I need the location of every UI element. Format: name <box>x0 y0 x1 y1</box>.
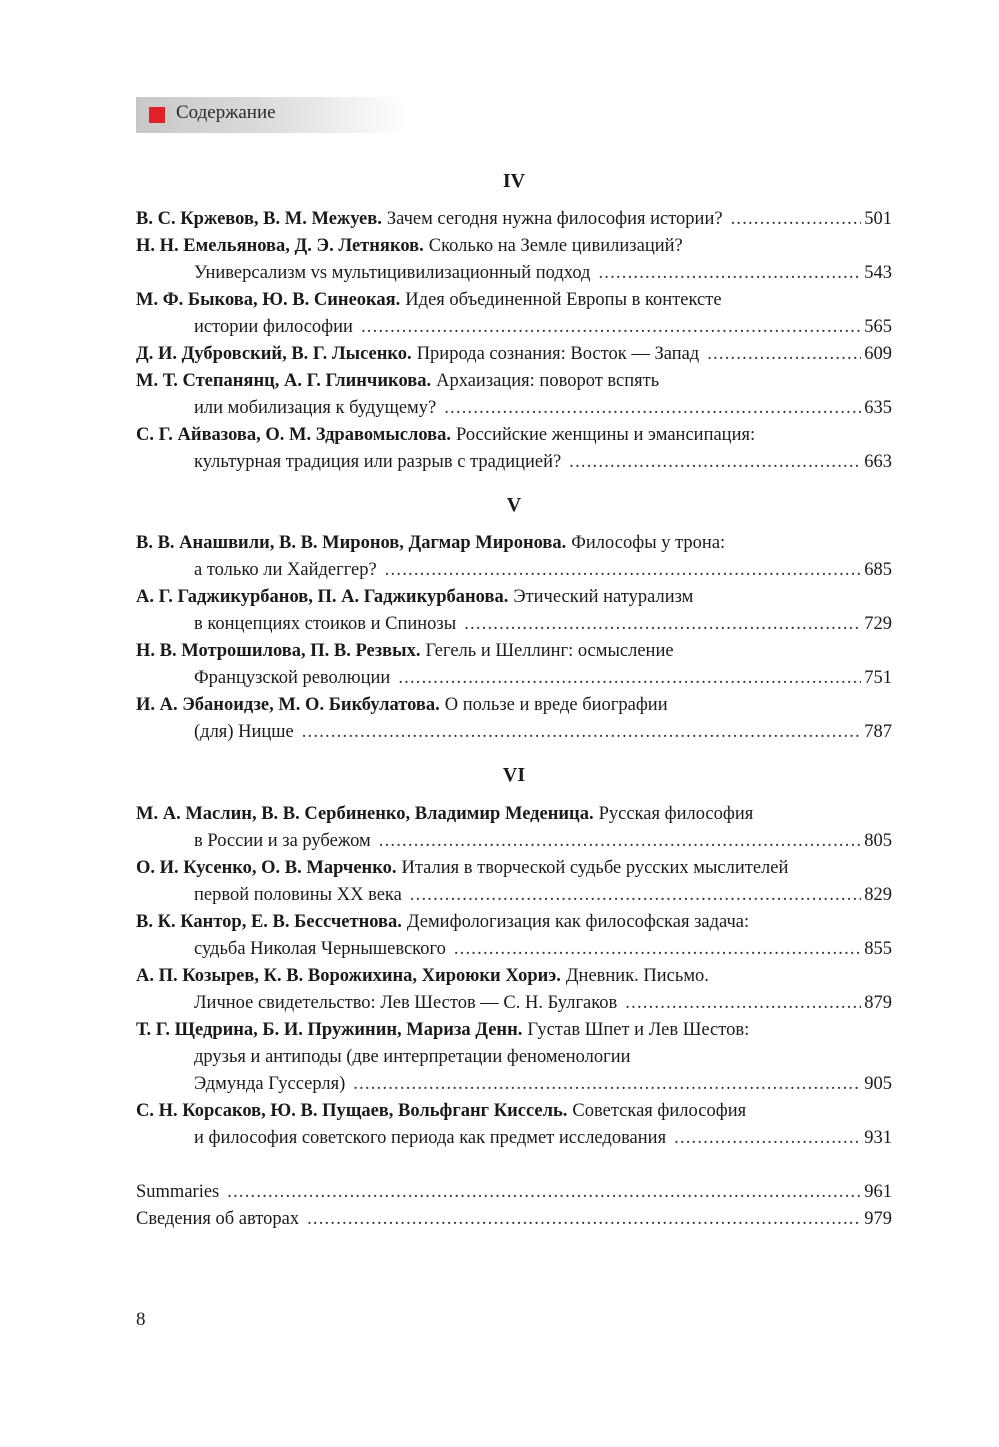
toc-entry-continuation[interactable] <box>136 395 892 422</box>
section-header-bar <box>136 97 406 133</box>
dot-leader <box>454 936 861 963</box>
entry-title: а только ли Хайдеггер? <box>194 560 377 580</box>
toc-entry-continuation[interactable] <box>136 665 892 692</box>
entry-authors: С. Н. Корсаков, Ю. В. Пущаев, Вольфганг Киссель. <box>136 1101 568 1121</box>
toc-entry[interactable] <box>136 368 892 395</box>
toc-entry[interactable] <box>136 909 892 936</box>
dot-leader <box>625 990 861 1017</box>
entry-title: Сведения об авторах <box>136 1209 300 1229</box>
dot-leader <box>302 719 862 746</box>
entry-page: 905 <box>864 1074 892 1094</box>
section-title: IV <box>502 170 526 192</box>
toc-entries-v <box>136 530 892 746</box>
toc-entry[interactable] <box>136 206 892 233</box>
entry-page: 501 <box>864 209 892 229</box>
entry-title: Этический натурализм <box>513 587 694 607</box>
entry-page: 635 <box>864 398 892 418</box>
toc-entry-continuation[interactable] <box>136 314 892 341</box>
toc-entry-continuation[interactable] <box>136 449 892 476</box>
entry-title: Универсализм vs мультицивилизационный подход <box>194 263 591 283</box>
toc-entry[interactable] <box>136 341 892 368</box>
entry-title: судьба Николая Чернышевского <box>194 939 446 959</box>
dot-leader <box>379 828 862 855</box>
dot-leader <box>361 314 861 341</box>
entry-authors: В. В. Анашвили, В. В. Миронов, Дагмар Миронова. <box>136 533 567 553</box>
dot-leader <box>410 882 861 909</box>
toc-entries-iv <box>136 206 892 476</box>
entry-page: 961 <box>864 1182 892 1202</box>
entry-title: Сколько на Земле цивилизаций? <box>428 236 683 256</box>
entry-title: Эдмунда Гуссерля) <box>194 1074 346 1094</box>
entry-authors: М. Т. Степанянц, А. Г. Глинчикова. <box>136 371 432 391</box>
entry-authors: Д. И. Дубровский, В. Г. Лысенко. <box>136 344 412 364</box>
entry-page: 829 <box>864 885 892 905</box>
dot-leader <box>385 557 862 584</box>
entry-title: Философы у трона: <box>571 533 726 553</box>
dot-leader <box>598 260 861 287</box>
toc-entry[interactable] <box>136 1017 892 1044</box>
dot-leader <box>307 1206 861 1233</box>
toc-entry[interactable] <box>136 584 892 611</box>
entry-title: Демифологизация как философская задача: <box>406 912 750 932</box>
entry-title: культурная традиция или разрыв с традицией? <box>194 452 562 472</box>
entry-authors: А. Г. Гаджикурбанов, П. А. Гаджикурбанова. <box>136 587 509 607</box>
entry-page: 685 <box>864 560 892 580</box>
entry-page: 565 <box>864 317 892 337</box>
entry-page: 663 <box>864 452 892 472</box>
entry-page: 855 <box>864 939 892 959</box>
entry-authors: Н. Н. Емельянова, Д. Э. Летняков. <box>136 236 424 256</box>
entry-authors: В. С. Кржевов, В. М. Межуев. <box>136 209 382 229</box>
entry-title: Дневник. Письмо. <box>565 966 709 986</box>
entry-title: Российские женщины и эмансипация: <box>456 425 756 445</box>
entry-title: Архаизация: поворот вспять <box>436 371 660 391</box>
toc-entry[interactable] <box>136 233 892 260</box>
entry-title: в России и за рубежом <box>194 831 371 851</box>
toc-entry-continuation[interactable] <box>136 557 892 584</box>
dot-leader <box>353 1071 861 1098</box>
toc-section-iv <box>136 168 892 195</box>
dot-leader <box>674 1125 861 1152</box>
entry-title: или мобилизация к будущему? <box>194 398 437 418</box>
entry-title: (для) Ницше <box>194 722 294 742</box>
toc-entry-continuation[interactable] <box>136 611 892 638</box>
entry-page: 879 <box>864 993 892 1013</box>
entry-page: 931 <box>864 1128 892 1148</box>
toc-entry[interactable] <box>136 855 892 882</box>
toc-entry[interactable] <box>136 287 892 314</box>
toc-entry-continuation[interactable] <box>136 1044 892 1071</box>
entry-authors: Т. Г. Щедрина, Б. И. Пружинин, Мариза Денн. <box>136 1020 523 1040</box>
toc-entry[interactable] <box>136 530 892 557</box>
entry-page: 787 <box>864 722 892 742</box>
entry-title: О пользе и вреде биографии <box>444 695 668 715</box>
toc-entry-continuation[interactable] <box>136 719 892 746</box>
entry-authors: И. А. Эбаноидзе, М. О. Бикбулатова. <box>136 695 440 715</box>
toc-entry-continuation[interactable] <box>136 990 892 1017</box>
toc-entry[interactable] <box>136 638 892 665</box>
entry-title: Идея объединенной Европы в контексте <box>405 290 722 310</box>
toc-entry-summaries[interactable] <box>136 1179 892 1206</box>
toc-entry-continuation[interactable] <box>136 828 892 855</box>
entry-title: Русская философия <box>598 804 754 824</box>
page-number: 8 <box>136 1309 146 1330</box>
toc-entry-continuation[interactable] <box>136 1071 892 1098</box>
entry-title: и философия советского периода как предмет исследования <box>194 1128 667 1148</box>
entry-title: первой половины XX века <box>194 885 402 905</box>
toc-entry-continuation[interactable] <box>136 1125 892 1152</box>
entry-authors: В. К. Кантор, Е. В. Бессчетнова. <box>136 912 402 932</box>
dot-leader <box>444 395 861 422</box>
entry-title: Советская философия <box>572 1101 747 1121</box>
entry-title: друзья и антиподы (две интерпретации феноменологии <box>194 1047 631 1067</box>
toc-entry[interactable] <box>136 963 892 990</box>
toc-entry[interactable] <box>136 1098 892 1125</box>
toc-entry[interactable] <box>136 422 892 449</box>
dot-leader <box>707 341 861 368</box>
toc-section-vi <box>136 762 892 789</box>
entry-authors: М. А. Маслин, В. В. Сербиненко, Владимир Меденица. <box>136 804 594 824</box>
section-title: VI <box>502 764 526 786</box>
toc-entry-continuation[interactable] <box>136 936 892 963</box>
entry-page: 729 <box>864 614 892 634</box>
toc-entry-continuation[interactable] <box>136 882 892 909</box>
entry-title: в концепциях стоиков и Спинозы <box>194 614 457 634</box>
toc-back-matter <box>136 1179 892 1233</box>
entry-page: 805 <box>864 831 892 851</box>
entry-authors: М. Ф. Быкова, Ю. В. Синеокая. <box>136 290 401 310</box>
entry-title: Густав Шпет и Лев Шестов: <box>527 1020 750 1040</box>
dot-leader <box>731 206 862 233</box>
entry-title: Природа сознания: Восток — Запад <box>416 344 700 364</box>
entry-title: Италия в творческой судьбе русских мыслителей <box>401 858 789 878</box>
dot-leader <box>398 665 861 692</box>
header-title: Содержание <box>176 102 276 123</box>
dot-leader <box>569 449 861 476</box>
entry-title: Французской революции <box>194 668 391 688</box>
entry-title: Summaries <box>136 1182 220 1202</box>
entry-title: истории философии <box>194 317 353 337</box>
section-title: V <box>506 494 522 516</box>
entry-page: 979 <box>864 1209 892 1229</box>
entry-title: Гегель и Шеллинг: осмысление <box>425 641 674 661</box>
entry-title: Личное свидетельство: Лев Шестов — С. Н. Булгаков <box>194 993 618 1013</box>
entry-authors: С. Г. Айвазова, О. М. Здравомыслова. <box>136 425 452 445</box>
toc-entries-vi <box>136 801 892 1152</box>
toc-section-v <box>136 492 892 519</box>
entry-authors: А. П. Козырев, К. В. Ворожихина, Хироюки Хориэ. <box>136 966 561 986</box>
toc-entry[interactable] <box>136 692 892 719</box>
toc-entry-continuation[interactable] <box>136 260 892 287</box>
entry-page: 751 <box>864 668 892 688</box>
dot-leader <box>464 611 861 638</box>
toc-entry[interactable] <box>136 801 892 828</box>
red-square-icon <box>149 107 165 123</box>
entry-authors: Н. В. Мотрошилова, П. В. Резвых. <box>136 641 421 661</box>
entry-page: 609 <box>864 344 892 364</box>
toc-entry-authors-info[interactable] <box>136 1206 892 1233</box>
entry-title: Зачем сегодня нужна философия истории? <box>386 209 723 229</box>
entry-authors: О. И. Кусенко, О. В. Марченко. <box>136 858 397 878</box>
entry-page: 543 <box>864 263 892 283</box>
dot-leader <box>227 1179 861 1206</box>
